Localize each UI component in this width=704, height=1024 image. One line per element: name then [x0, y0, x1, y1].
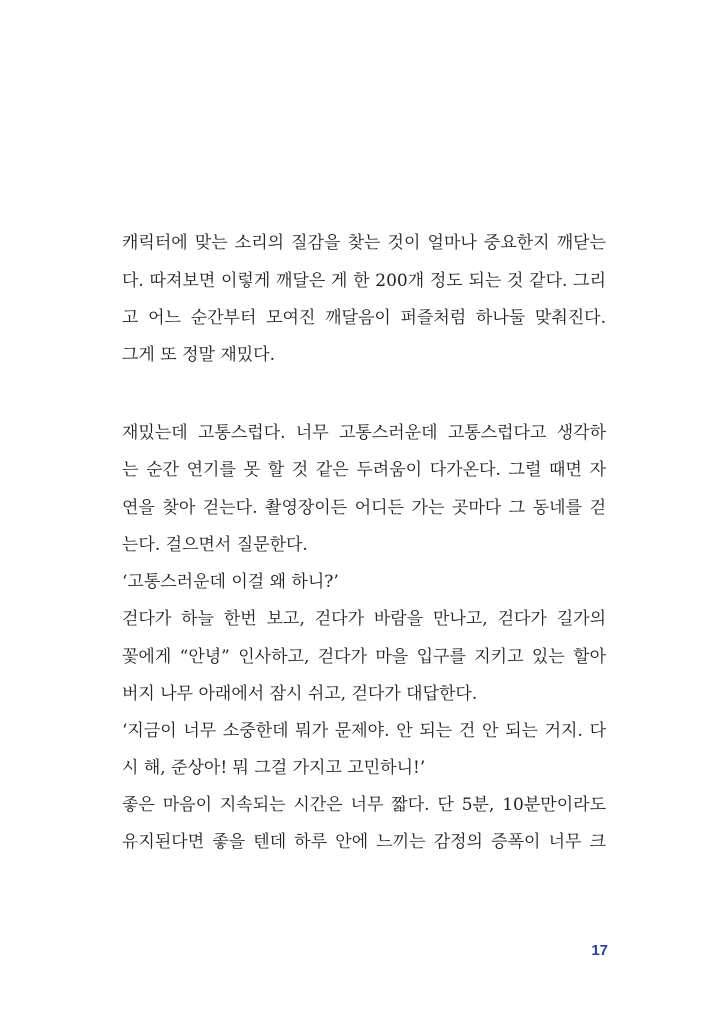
text-line: 좋은 마음이 지속되는 시간은 너무 짧다. 단 5분, 10분만이라도	[122, 795, 606, 815]
text-line: ‘고통스러운데 이걸 왜 하니?’	[122, 572, 339, 592]
text-line: 걷다가 하늘 한번 보고, 걷다가 바람을 만나고, 걷다가 길가의	[122, 609, 606, 629]
text-line: 그게 또 정말 재밌다.	[122, 345, 275, 365]
page-number: 17	[591, 942, 608, 959]
text-line: 버지 나무 아래에서 잠시 쉬고, 걷다가 대답한다.	[122, 684, 478, 704]
text-line: 캐릭터에 맞는 소리의 질감을 찾는 것이 얼마나 중요한지 깨닫는	[122, 233, 606, 253]
text-line: 는 순간 연기를 못 할 것 같은 두려움이 다가온다. 그럴 때면 자	[122, 460, 606, 480]
text-line: 시 해, 준상아! 뭐 그걸 가지고 고민하니!’	[122, 758, 426, 778]
text-line: 는다. 걸으면서 질문한다.	[122, 535, 308, 555]
text-line: 유지된다면 좋을 텐데 하루 안에 느끼는 감정의 증폭이 너무 크	[122, 832, 606, 852]
text-line: 꽃에게 “안녕” 인사하고, 걷다가 마을 입구를 지키고 있는 할아	[122, 647, 606, 667]
text-line: 고 어느 순간부터 모여진 깨달음이 퍼즐처럼 하나둘 맞춰진다.	[122, 308, 606, 328]
text-line: ‘지금이 너무 소중한데 뭐가 문제야. 안 되는 건 안 되는 거지. 다	[122, 721, 606, 741]
text-line: 재밌는데 고통스럽다. 너무 고통스러운데 고통스럽다고 생각하	[122, 423, 606, 443]
text-line: 연을 찾아 걷는다. 촬영장이든 어디든 가는 곳마다 그 동네를 걷	[122, 498, 606, 518]
text-line: 다. 따져보면 이렇게 깨달은 게 한 200개 정도 되는 것 같다. 그리	[122, 271, 606, 291]
